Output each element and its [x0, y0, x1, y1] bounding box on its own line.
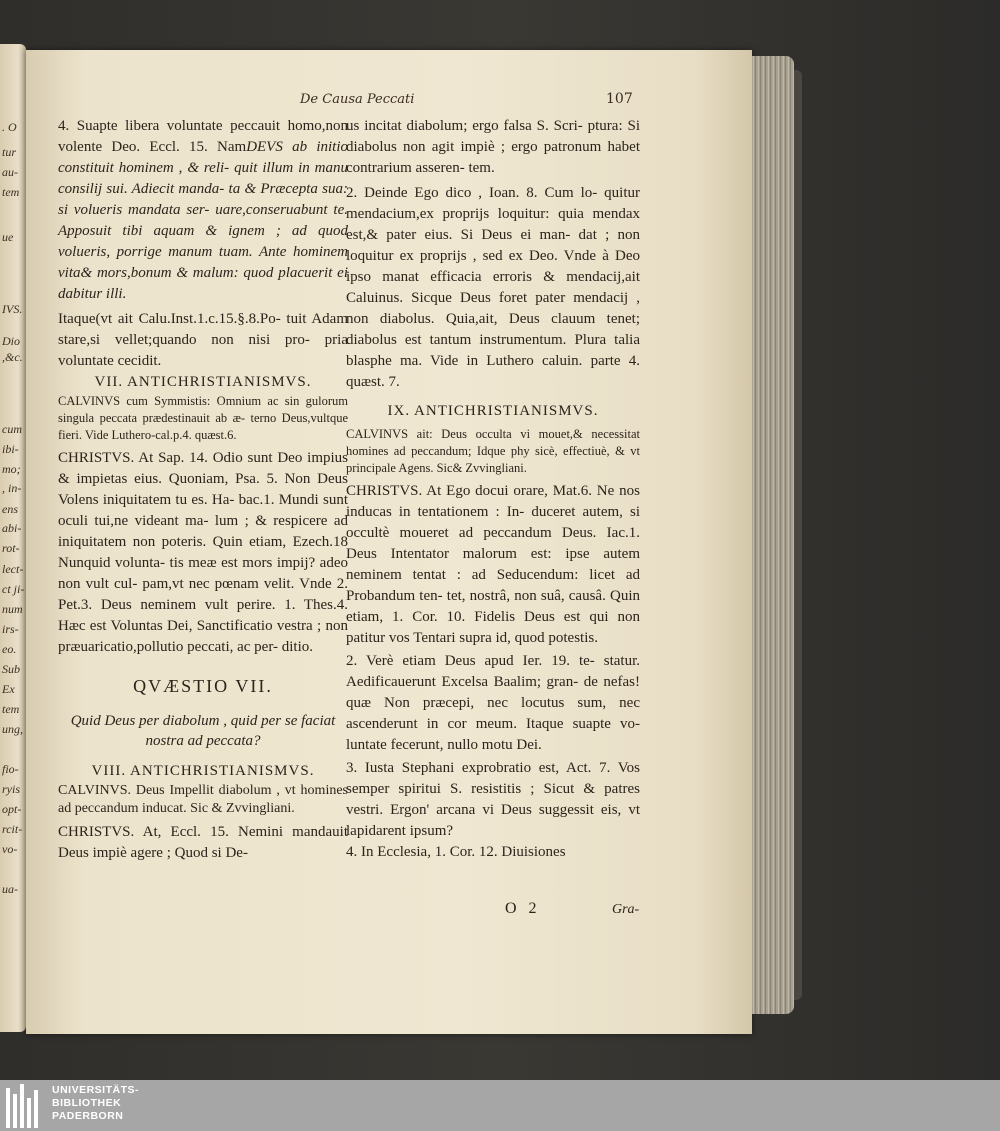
para-continued: us incitat diabolum; ergo falsa S. Scri- ptura: Si diabolus non agit impiè ; ergo patronum habet contrarium asseren- tem. [346, 118, 640, 176]
margin-fragment: num [2, 602, 23, 616]
catchword: Gra- [612, 902, 640, 917]
margin-fragment: Dio [2, 334, 20, 348]
margin-fragment: eo. [2, 642, 17, 656]
library-logo-icon [6, 1084, 46, 1128]
christus-response-viii: CHRISTVS. At, Eccl. 15. Nemini mandauit Deus impiè agere ; Quod si De- [58, 824, 348, 861]
left-page-edge [0, 44, 26, 1032]
library-name: UNIVERSITÄTS- BIBLIOTHEK PADERBORN [52, 1084, 140, 1122]
margin-fragment: ua- [2, 882, 18, 896]
margin-fragment: IVS. [2, 302, 23, 316]
para-ecclesia: 4. In Ecclesia, 1. Cor. 12. Diuisiones [346, 844, 566, 860]
running-head: De Causa Peccati [300, 92, 415, 107]
cover-edge [794, 70, 802, 1000]
section-heading-ix: IX. ANTICHRISTIANISMVS. [387, 403, 599, 419]
margin-fragment: mo; [2, 462, 21, 476]
para-1: 4. Suapte libera voluntate peccauit homo,non volente Deo. Eccl. 15. NamDEVS ab initio constituit hominem , & reli- quit illum in manu consilij sui. Adiecit manda- ta & Præcepta sua: si volueris mandata ser- uare,conseruabunt te. Apposuit tibi aquam & ignem ; ad quod volueris, porrige manum tuam. Ante hominem vita& mors,bonum & malum: quod placuerit ei dabitur illi. [58, 118, 349, 302]
margin-fragment: lect- [2, 562, 24, 576]
margin-fragment: opt- [2, 802, 22, 816]
christus-response-vii: CHRISTVS. At Sap. 14. Odio sunt Deo impius & impietas eius. Quoniam, Psa. 5. Non Deus Volens iniquitatem tu es. Ha- bac.1. Mundi sunt oculi tui,ne videant ma- lum ; & respicere ad iniquitatem non poteris. Quin etiam, Ezech.18 Nunquid volunta- tis meæ est mors impij? adeo non vult cul- pam,vt nec pœnam velit. Vnde 2. Pet.3. Deus neminem vult perire. 1. Thes.4. Hæc est Voluntas Dei, Sanctificatio vestra ; non præuaricatio,pollutio peccati, ac per- ditio. [58, 450, 348, 655]
margin-fragment: , in- [2, 481, 22, 495]
para-iusta: 3. Iusta Stephani exprobratio est, Act. 7. Vos semper spiritui S. resistitis ; Sicut & patres vestri. Ergon' arcana vi Deus suggessit eis, vt lapidarent ipsum? [346, 760, 640, 839]
margin-fragment: au- [2, 165, 18, 179]
question-title: QVÆSTIO VII. [133, 676, 273, 696]
margin-fragment: abi- [2, 521, 22, 535]
calvin-statement-viii: CALVINVS. Deus Impellit diabolum , vt homines ad peccandum inducat. Sic & Zvvingliani. [58, 783, 348, 816]
margin-fragment: rcit- [2, 822, 23, 836]
margin-fragment: Sub [2, 662, 20, 676]
question-subtitle: Quid Deus per diabolum , quid per se faciat nostra ad peccata? [70, 713, 336, 749]
margin-fragment: ibi- [2, 442, 19, 456]
margin-fragment: fio- [2, 762, 19, 776]
para-vere: 2. Verè etiam Deus apud Ier. 19. te- statur. Aedificauerunt Excelsa Baalim; gran- de nefas! quæ Non præcepi, nec locutus sum, nec ascenderunt in cor meum. Itaque suapte vo- luntate fecerunt, nullo motu Dei. [346, 653, 640, 753]
page-number: 107 [606, 91, 633, 107]
section-heading-vii: VII. ANTICHRISTIANISMVS. [94, 374, 312, 390]
margin-fragment: . O [2, 120, 17, 134]
margin-fragment: ryis [2, 782, 20, 796]
margin-fragment: tem [2, 185, 20, 199]
para-2: Itaque(vt ait Calu.Inst.1.c.15.§.8.Po- tuit Adam stare,si vellet;quando non nisi pro- pria voluntate cecidit. [58, 311, 348, 369]
calvin-statement-ix: CALVINVS ait: Deus occulta vi mouet,& necessitat homines ad peccandum; Idque phy sicè, effectiuè, & vt principale Agens. Sic& Zvvingliani. [346, 427, 640, 475]
margin-fragment: cum [2, 422, 22, 436]
margin-fragment: rot- [2, 541, 20, 555]
margin-fragment: ue [2, 230, 14, 244]
margin-fragment: ung, [2, 722, 23, 736]
page-block-edge [752, 56, 794, 1014]
christus-response-ix: CHRISTVS. At Ego docui orare, Mat.6. Ne nos inducas in tentationem : In- duceret autem, si occultè moueret ad peccandum Deus. Iac.1. Deus Intentator malorum est: ipse autem neminem tentat : ad Seducendum: licet ad Probandum ten- tet, nostrâ, non suâ, causâ. Quin etiam, 1. Cor. 10. Fidelis Deus est qui non patitur vos Tentari supra id, quod potestis. [346, 483, 640, 646]
margin-fragment: ,&c. [2, 350, 23, 364]
margin-fragment: vo- [2, 842, 18, 856]
margin-fragment: ens [2, 502, 18, 516]
margin-fragment: irs- [2, 622, 19, 636]
right-column [346, 116, 640, 863]
margin-fragment: ct ji- [2, 582, 25, 596]
para-deinde: 2. Deinde Ego dico , Ioan. 8. Cum lo- quitur mendacium,ex proprijs loquitur: quia mendax est,& pater eius. Si Deus ei man- dat ; non loquitur ex proprijs , sed ex Deo. Vnde à Deo ipso manat efficacia erroris & mendacij,ait Caluinus. Sicque Deus foret pater mendacij , non diabolus. Quia,ait, Deus clauum tenet; diabolus est tantum instrumentum. Plura talia blasphe ma. Vide in Luthero caluin. parte 4. quæst. 7. [346, 185, 640, 390]
margin-fragment: Ex [2, 682, 15, 696]
section-heading-viii: VIII. ANTICHRISTIANISMVS. [91, 763, 315, 779]
margin-fragment: tem [2, 702, 20, 716]
library-footer [0, 1080, 1000, 1131]
signature-mark: O 2 [505, 900, 541, 917]
left-column [58, 116, 348, 864]
calvin-statement-vii: CALVINVS cum Symmistis: Omnium ac sin gulorum singula peccata prædestinauit ab æ- terno Deus,vultque fieri. Vide Luthero-cal.p.4. quæst.6. [58, 394, 348, 442]
margin-fragment: tur [2, 145, 17, 159]
